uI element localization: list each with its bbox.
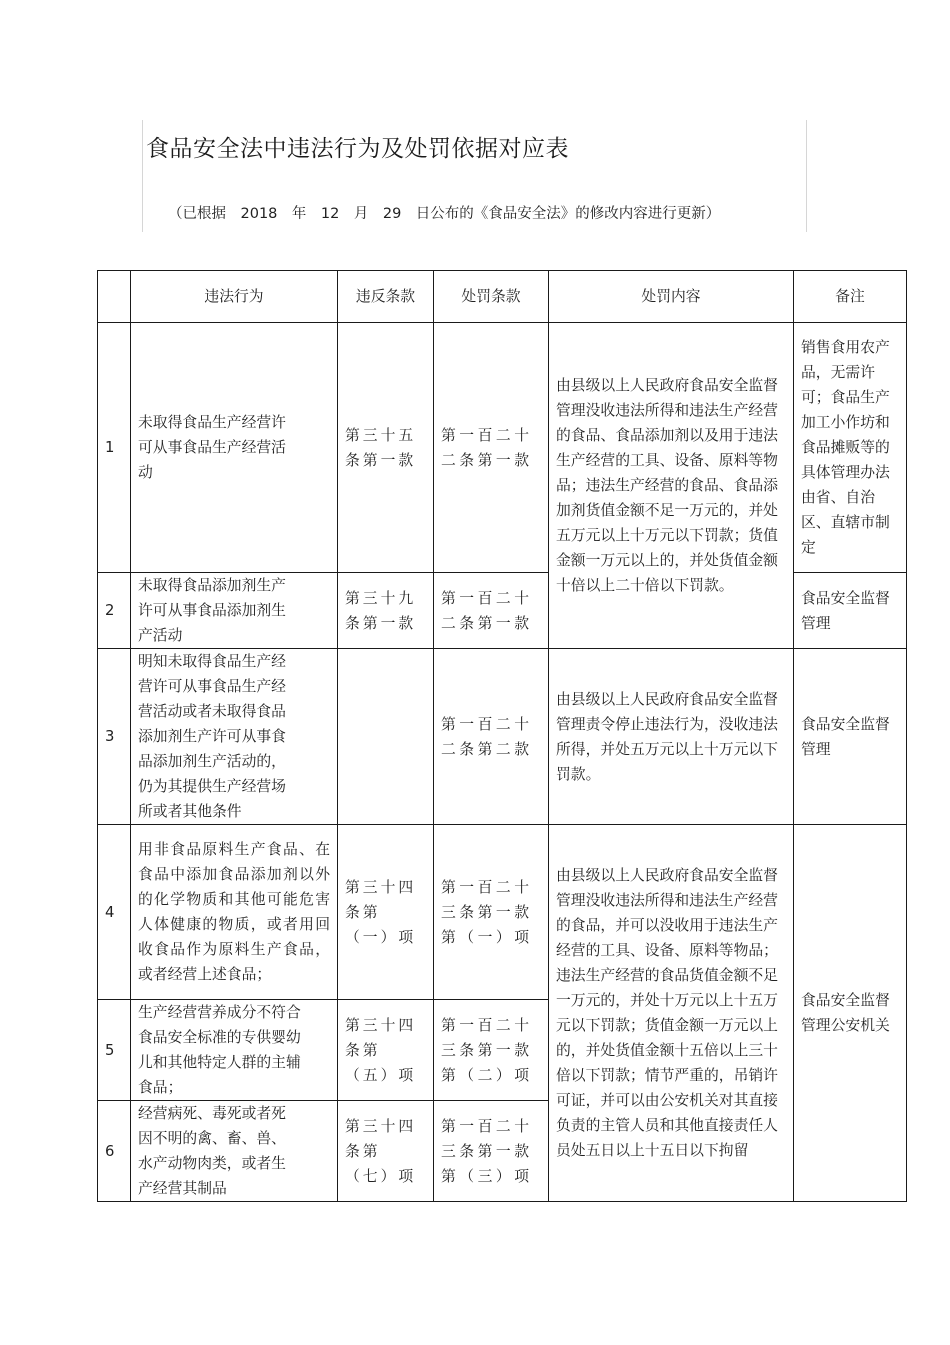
penalty-content-1-2: 由县级以上人民政府食品安全监督管理没收违法所得和违法生产经营的食品、食品添加剂以及用于违法生产经营的工具、设备、原料等物品；违法生产经营的食品、食品添加剂货值金额不足一万元的，并处五万元以上十万元以下罚款；货值金额一万元以上的，并处货值金额十倍以上二十倍以下罚款。: [549, 323, 794, 649]
row-penalty-clause: 第一百二十二条第一款: [434, 573, 549, 649]
row-penalty-clause: 第一百二十二条第二款: [434, 649, 549, 825]
row-violate: 第三十四条第（五）项: [338, 1000, 434, 1101]
table-header-row: [98, 271, 907, 323]
row-note: 销售食用农产品，无需许可；食品生产加工小作坊和食品摊贩等的具体管理办法由省、自治区、直辖市制定: [794, 323, 907, 573]
row-note: 食品安全监督管理: [794, 573, 907, 649]
row-violate: 第三十五条第一款: [338, 323, 434, 573]
penalty-content-3: 由县级以上人民政府食品安全监督管理责令停止违法行为，没收违法所得，并处五万元以上十万元以下罚款。: [549, 649, 794, 825]
row-act: 未取得食品生产经营许可从事食品生产经营活动: [131, 323, 338, 573]
table-row: [98, 323, 907, 573]
page-subtitle: （已根据 2018 年 12 月 29 日公布的《食品安全法》的修改内容进行更新）: [168, 206, 721, 222]
row-number: 3: [98, 649, 131, 825]
header-content: 处罚内容: [549, 271, 794, 323]
row-number: 2: [98, 573, 131, 649]
header-penalty-clause: 处罚条款: [434, 271, 549, 323]
left-margin-rule: [142, 120, 143, 232]
row-act: 未取得食品添加剂生产许可从事食品添加剂生产活动: [131, 573, 338, 649]
row-act: 用非食品原料生产食品、在食品中添加食品添加剂以外的化学物质和其他可能危害人体健康的物质，或者用回收食品作为原料生产食品，或者经营上述食品；: [131, 825, 338, 1000]
row-penalty-clause: 第一百二十三条第一款第（一）项: [434, 825, 549, 1000]
row-act: 明知未取得食品生产经营许可从事食品生产经营活动或者未取得食品添加剂生产许可从事食品添加剂生产活动的，仍为其提供生产经营场所或者其他条件: [131, 649, 338, 825]
row-penalty-clause: 第一百二十三条第一款第（三）项: [434, 1101, 549, 1202]
row-violate: [338, 649, 434, 825]
row-number: 6: [98, 1101, 131, 1202]
row-act: 经营病死、毒死或者死因不明的禽、畜、兽、水产动物肉类，或者生产经营其制品: [131, 1101, 338, 1202]
header-note: 备注: [794, 271, 907, 323]
page-title: 食品安全法中违法行为及处罚依据对应表: [146, 136, 569, 162]
row-note: 食品安全监督管理: [794, 649, 907, 825]
table-row: [98, 825, 907, 1000]
penalty-content-4-6: 由县级以上人民政府食品安全监督管理没收违法所得和违法生产经营的食品，并可以没收用于违法生产经营的工具、设备、原料等物品；违法生产经营的食品货值金额不足一万元的，并处十万元以上十五万元以下罚款；货值金额一万元以上的，并处货值金额十五倍以上三十倍以下罚款；情节严重的，吊销许可证，并可以由公安机关对其直接负责的主管人员和其他直接责任人员处五日以上十五日以下拘留: [549, 825, 794, 1202]
row-violate: 第三十四条第（一）项: [338, 825, 434, 1000]
row-note-4-6: 食品安全监督管理公安机关: [794, 825, 907, 1202]
row-penalty-clause: 第一百二十二条第一款: [434, 323, 549, 573]
header-no: [98, 271, 131, 323]
header-violate: 违反条款: [338, 271, 434, 323]
row-number: 4: [98, 825, 131, 1000]
row-violate: 第三十九条第一款: [338, 573, 434, 649]
row-violate: 第三十四条第（七）项: [338, 1101, 434, 1202]
row-number: 5: [98, 1000, 131, 1101]
row-number: 1: [98, 323, 131, 573]
row-penalty-clause: 第一百二十三条第一款第（二）项: [434, 1000, 549, 1101]
header-act: 违法行为: [131, 271, 338, 323]
penalty-table: [97, 270, 907, 1202]
table-row: [98, 649, 907, 825]
row-act: 生产经营营养成分不符合食品安全标准的专供婴幼儿和其他特定人群的主辅食品；: [131, 1000, 338, 1101]
right-margin-rule: [806, 120, 807, 232]
